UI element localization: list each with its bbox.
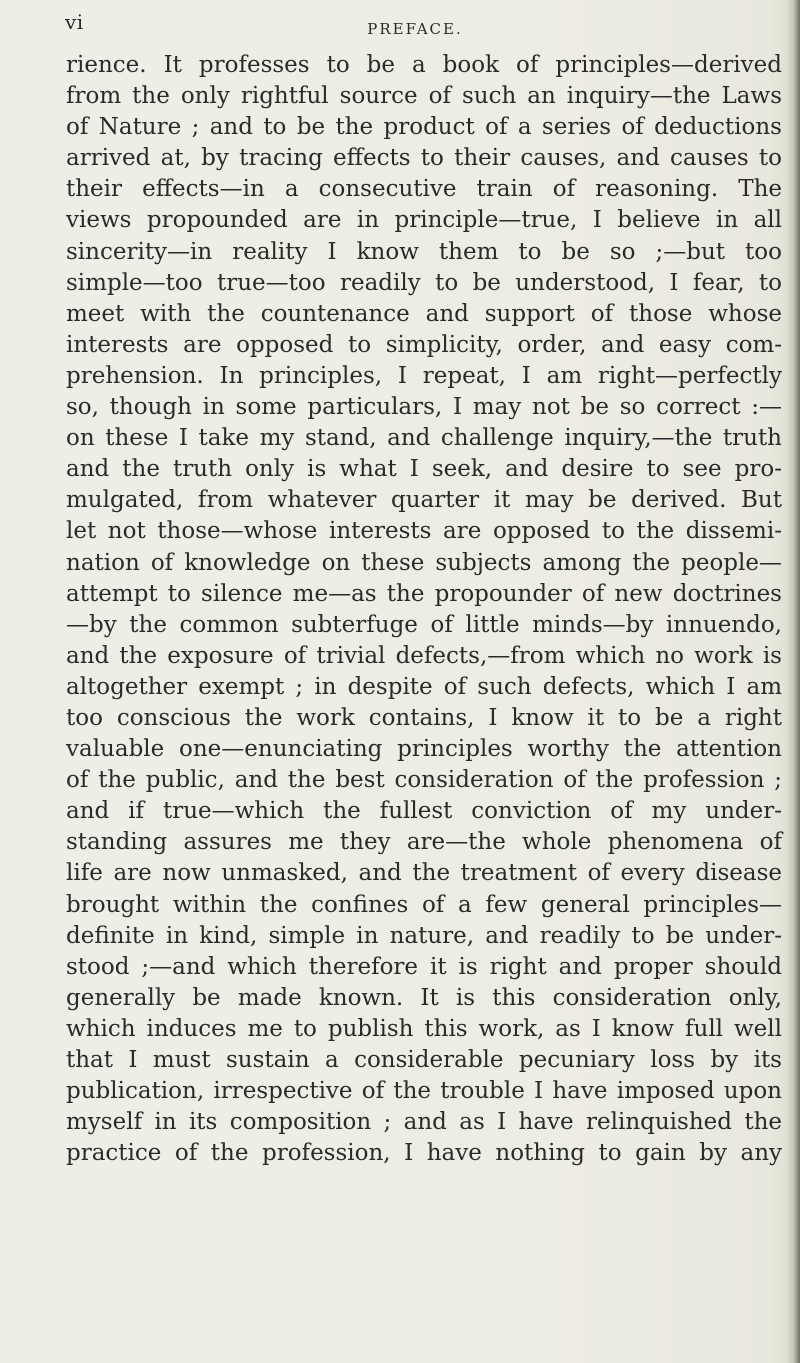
- text-line: interests are opposed to simplicity, order, and easy com-: [66, 331, 782, 358]
- text-line: generally be made known. It is this consideration only,: [66, 984, 782, 1011]
- text-line: which induces me to publish this work, as I know full well: [66, 1015, 782, 1042]
- text-line: their effects—in a consecutive train of reasoning. The: [66, 176, 782, 203]
- text-line: views propounded are in principle—true, I believe in all: [66, 207, 782, 234]
- text-line: altogether exempt ; in despite of such defects, which I am: [66, 673, 782, 700]
- text-line: simple—too true—too readily to be understood, I fear, to: [66, 269, 782, 296]
- text-line: stood ;—and which therefore it is right and proper should: [66, 953, 782, 980]
- text-line: sincerity—in reality I know them to be so ;—but too: [66, 238, 782, 265]
- running-head: PREFACE.: [367, 20, 463, 38]
- text-line: of the public, and the best consideration of the profession ;: [66, 767, 782, 794]
- text-line: and the exposure of trivial defects,—from which no work is: [66, 642, 782, 669]
- page-edge-shadow: [786, 0, 800, 1363]
- text-line: arrived at, by tracing effects to their causes, and causes to: [66, 145, 782, 172]
- page-number: vi: [65, 10, 84, 34]
- text-line: myself in its composition ; and as I have relinquished the: [66, 1109, 782, 1136]
- text-line: nation of knowledge on these subjects among the people—: [66, 549, 782, 576]
- text-line: attempt to silence me—as the propounder of new doctrines: [66, 580, 782, 607]
- text-line: brought within the confines of a few general principles—: [66, 891, 782, 918]
- body-text: [66, 50, 782, 1169]
- text-line: valuable one—enunciating principles worthy the attention: [66, 736, 782, 763]
- text-line: definite in kind, simple in nature, and readily to be under-: [66, 922, 782, 949]
- text-line: that I must sustain a considerable pecuniary loss by its: [66, 1047, 782, 1073]
- text-line: standing assures me they are—the whole phenomena of: [66, 829, 782, 856]
- text-line: publication, irrespective of the trouble I have imposed upon: [66, 1078, 782, 1105]
- page-header: [65, 10, 765, 40]
- text-line: life are now unmasked, and the treatment of every disease: [66, 860, 782, 887]
- text-line: practice of the profession, I have nothing to gain by any: [66, 1140, 782, 1167]
- text-line: from the only rightful source of such an inquiry—the Laws: [66, 83, 782, 110]
- text-line: so, though in some particulars, I may not be so correct :—: [66, 394, 782, 421]
- text-line: mulgated, from whatever quarter it may be derived. But: [66, 487, 782, 514]
- text-line: rience. It professes to be a book of principles—derived: [66, 52, 782, 78]
- text-line: —by the common subterfuge of little minds—by innuendo,: [66, 611, 782, 638]
- text-line: let not those—whose interests are opposed to the dissemi-: [66, 518, 782, 545]
- text-line: prehension. In principles, I repeat, I am right—perfectly: [66, 362, 782, 389]
- text-line: and if true—which the fullest conviction of my under-: [66, 798, 782, 825]
- text-line: of Nature ; and to be the product of a series of deductions: [66, 114, 782, 141]
- text-line: too conscious the work contains, I know it to be a right: [66, 704, 782, 731]
- text-line: meet with the countenance and support of those whose: [66, 300, 782, 327]
- text-line: and the truth only is what I seek, and desire to see pro-: [66, 456, 782, 483]
- text-line: on these I take my stand, and challenge inquiry,—the truth: [66, 425, 782, 452]
